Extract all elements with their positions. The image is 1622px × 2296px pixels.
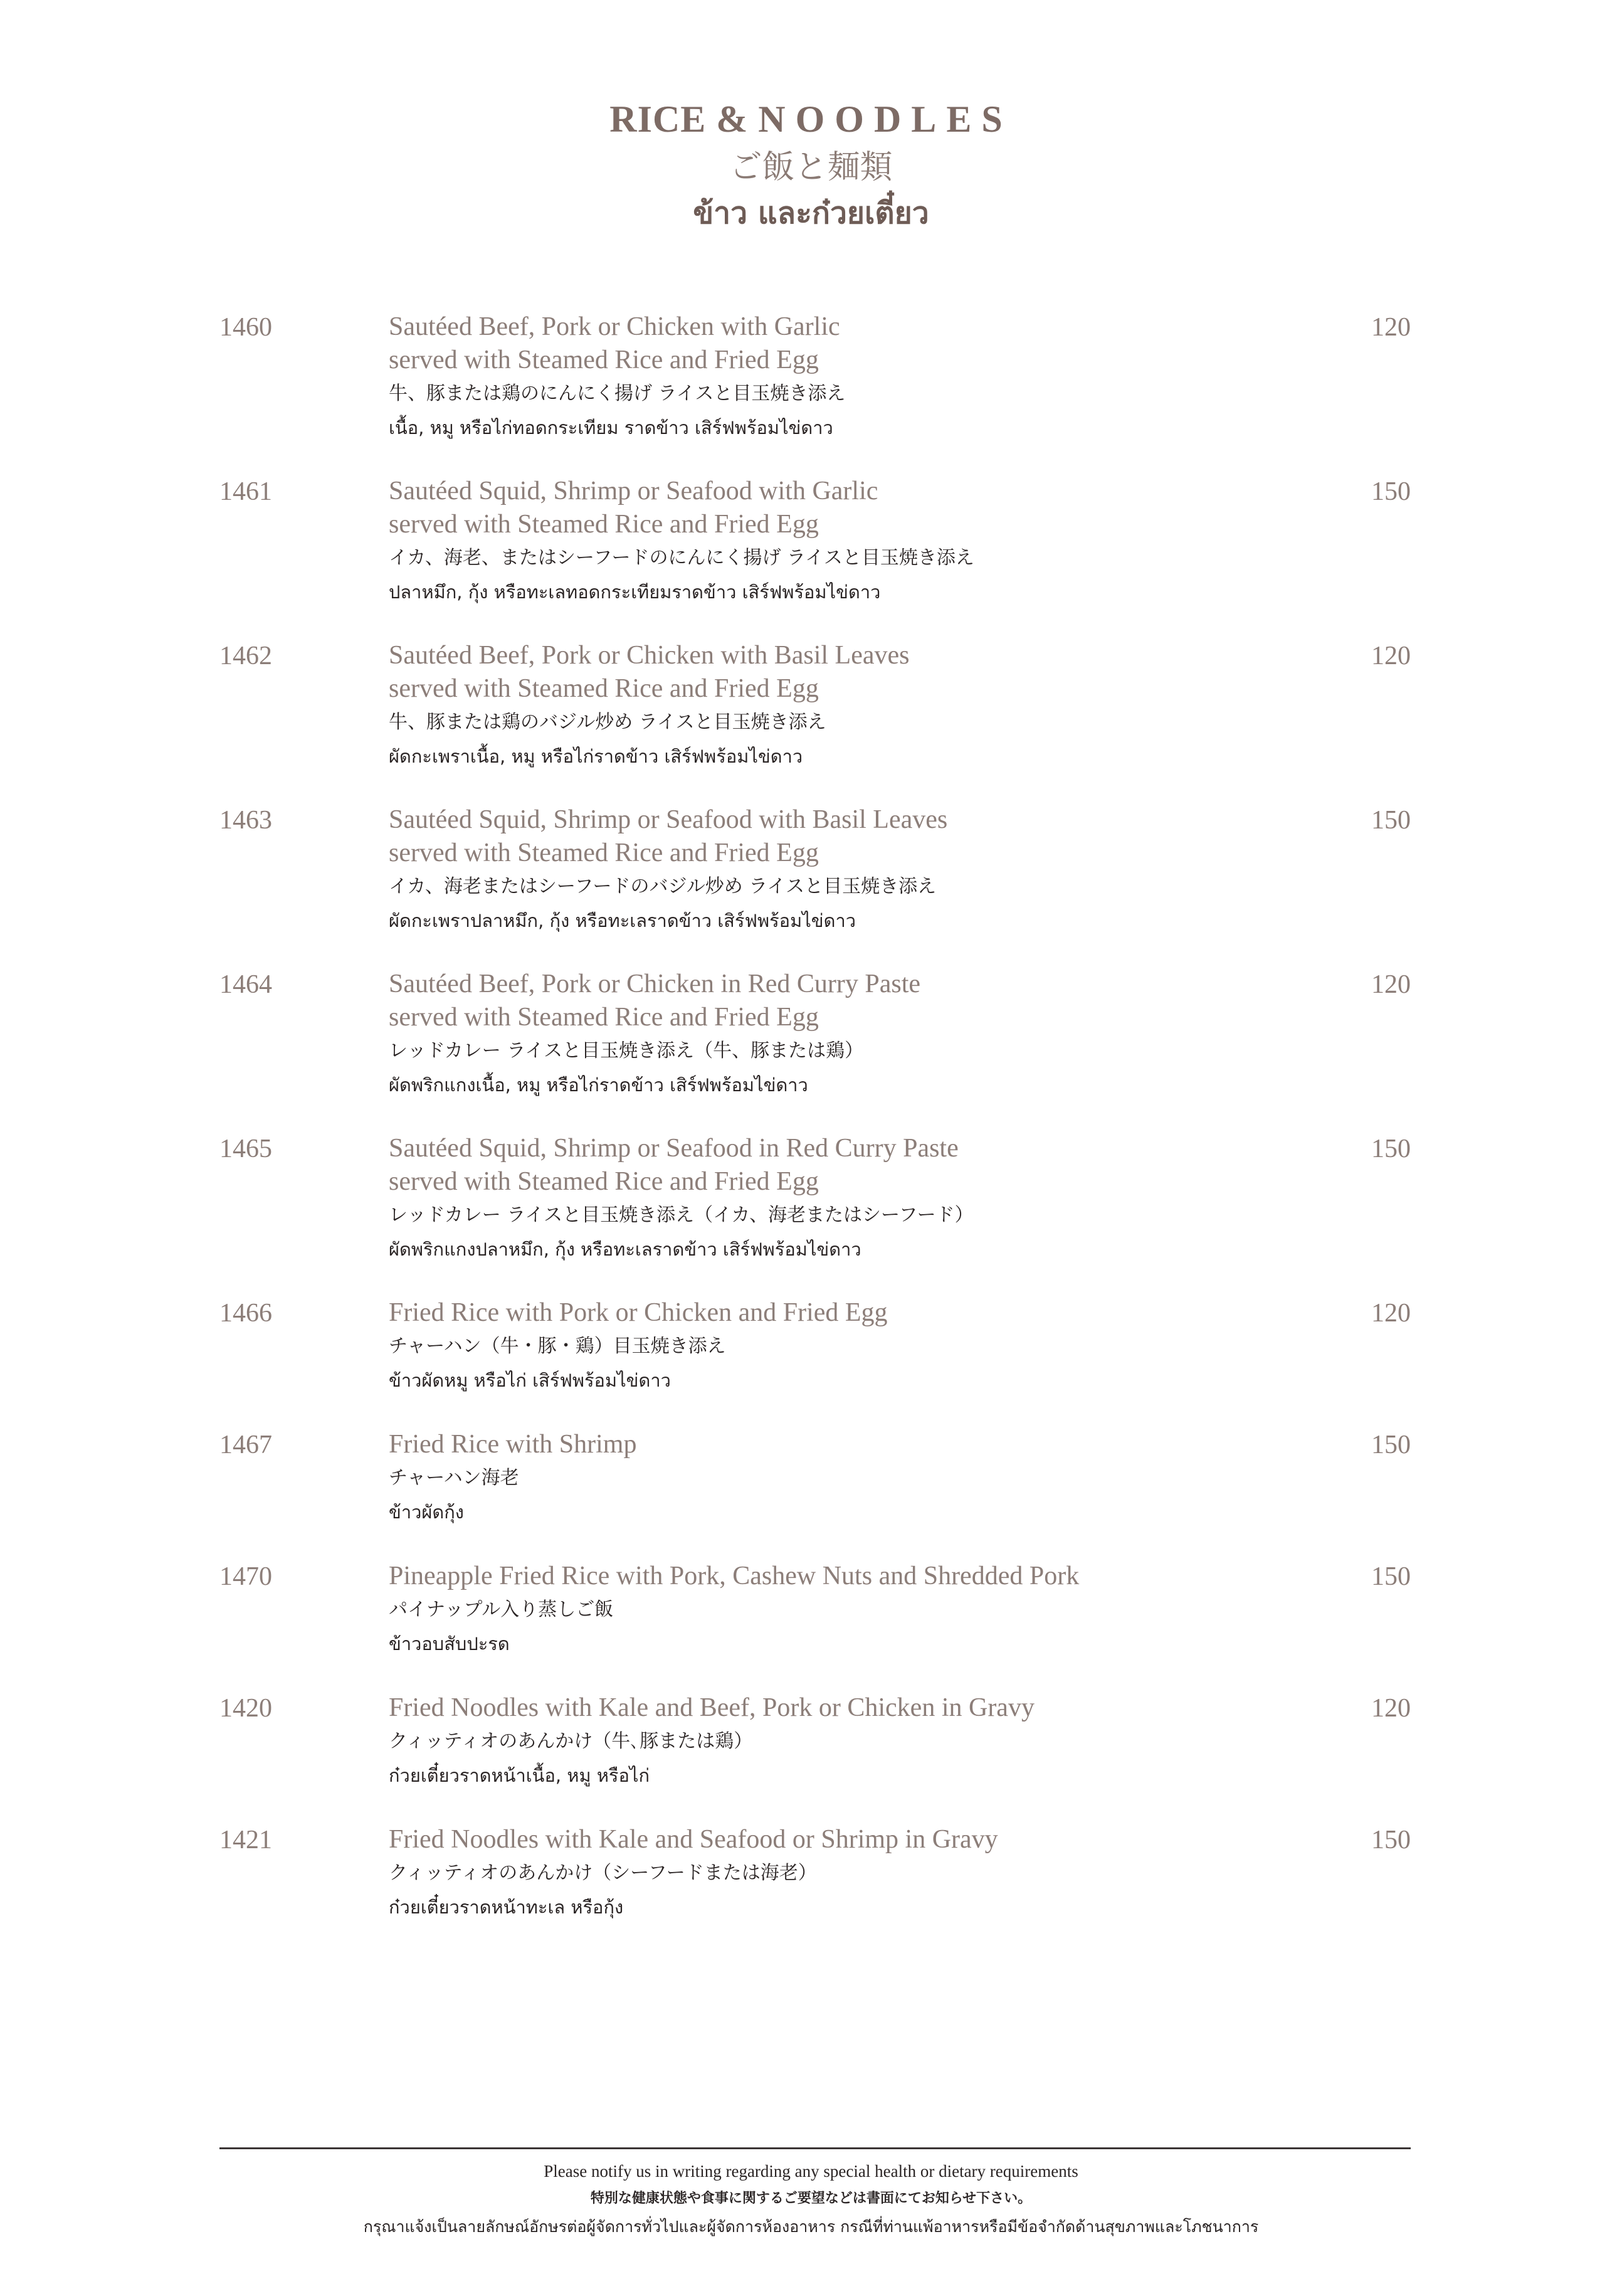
item-description (389, 1132, 1392, 1266)
item-name-thai: ข้าวผัดหมู หรือไก่ เสิร์ฟพร้อมไข่ดาว (389, 1370, 671, 1391)
menu-item (219, 1823, 1411, 1955)
item-name-japanese: イカ、海老またはシーフードのバジル炒め ライスと目玉焼き添え (389, 876, 937, 897)
item-code: 1421 (219, 1826, 272, 1854)
item-name-english: Fried Noodles with Kale and Seafood or Shrimp in Gravy (389, 1825, 998, 1854)
item-name-english-line2: served with Steamed Rice and Fried Egg (389, 674, 819, 703)
item-description (389, 803, 1392, 938)
item-name-japanese: 牛、豚または鶏のバジル炒め ライスと目玉焼き添え (389, 711, 826, 733)
item-code: 1466 (219, 1299, 272, 1328)
item-description (389, 1823, 1392, 1924)
item-name-english: Sautéed Beef, Pork or Chicken in Red Curry Paste (389, 970, 920, 998)
page-title-part-a: RICE & (609, 98, 759, 140)
footer-notice-thai: กรุณาแจ้งเป็นลายลักษณ์อักษรต่อผู้จัดการทั่วไปและผู้จัดการห้องอาหาร กรณีที่ท่านแพ้อาหารหรือมีข้อจำกัดด้านสุขภาพและโภชนาการ (363, 2218, 1259, 2236)
item-code: 1464 (219, 970, 272, 999)
item-name-japanese: チャーハン海老 (389, 1467, 519, 1489)
item-price: 120 (1371, 642, 1411, 670)
item-code: 1461 (219, 477, 272, 506)
item-name-thai: ก๋วยเตี๋ยวราดหน้าเนื้อ, หมู หรือไก่ (389, 1765, 650, 1786)
item-name-english: Sautéed Beef, Pork or Chicken with Basil Leaves (389, 641, 910, 670)
item-code: 1470 (219, 1562, 272, 1591)
item-name-japanese: クィッティオのあんかけ（牛､豚または鶏） (389, 1730, 753, 1752)
menu-item (219, 968, 1411, 1132)
item-name-english: Fried Rice with Pork or Chicken and Fried Egg (389, 1298, 888, 1327)
item-description (389, 1560, 1392, 1661)
menu-item-list (219, 310, 1411, 1955)
item-name-japanese: レッドカレー ライスと目玉焼き添え（イカ、海老またはシーフード） (389, 1204, 974, 1226)
item-price: 120 (1371, 970, 1411, 999)
item-name-thai: ผัดพริกแกงเนื้อ, หมู หรือไก่ราดข้าว เสิร์ฟพร้อมไข่ดาว (389, 1074, 808, 1096)
item-name-japanese: クィッティオのあんかけ（シーフードまたは海老） (389, 1862, 817, 1884)
item-name-japanese: チャーハン（牛・豚・鶏）目玉焼き添え (389, 1335, 726, 1357)
item-name-thai: ผัดกะเพราปลาหมึก, กุ้ง หรือทะเลราดข้าว เสิร์ฟพร้อมไข่ดาว (389, 910, 856, 931)
item-name-japanese: パイナップル入り蒸しご飯 (389, 1599, 614, 1621)
page-title (0, 94, 1622, 144)
item-name-japanese: イカ、海老、またはシーフードのにんにく揚げ ライスと目玉焼き添え (389, 547, 974, 569)
item-code: 1460 (219, 313, 272, 342)
item-price: 150 (1371, 806, 1411, 835)
item-name-english-line2: served with Steamed Rice and Fried Egg (389, 1167, 819, 1196)
page-header (0, 94, 1622, 236)
item-price: 150 (1371, 1431, 1411, 1459)
footer-notice-english: Please notify us in writing regarding any special health or dietary requirements (544, 2162, 1078, 2181)
item-price: 120 (1371, 1694, 1411, 1723)
page-title-part-b: NOODLES (758, 98, 1013, 140)
footer-notice-japanese: 特別な健康状態や食事に関するご要望などは書面にてお知らせ下さい。 (590, 2191, 1032, 2206)
item-name-thai: ข้าวอบสับปะรด (389, 1633, 510, 1654)
item-name-english: Sautéed Beef, Pork or Chicken with Garlic (389, 312, 840, 341)
item-description (389, 1691, 1392, 1792)
item-code: 1420 (219, 1694, 272, 1723)
item-name-thai: ปลาหมึก, กุ้ง หรือทะเลทอดกระเทียมราดข้าว เสิร์ฟพร้อมไข่ดาว (389, 581, 881, 603)
item-code: 1463 (219, 806, 272, 835)
item-description (389, 310, 1392, 445)
menu-item (219, 639, 1411, 803)
item-name-thai: ข้าวผัดกุ้ง (389, 1501, 464, 1523)
menu-item (219, 310, 1411, 475)
item-name-english: Sautéed Squid, Shrimp or Seafood in Red Curry Paste (389, 1134, 959, 1163)
menu-item (219, 1428, 1411, 1560)
item-name-english-line2: served with Steamed Rice and Fried Egg (389, 346, 819, 374)
menu-item (219, 1132, 1411, 1296)
item-name-english-line2: served with Steamed Rice and Fried Egg (389, 839, 819, 867)
item-name-japanese: 牛、豚または鶏のにんにく揚げ ライスと目玉焼き添え (389, 383, 846, 405)
menu-item (219, 1691, 1411, 1823)
item-price: 120 (1371, 1299, 1411, 1328)
item-name-thai: ก๋วยเตี๋ยวราดหน้าทะเล หรือกุ้ง (389, 1897, 624, 1918)
item-name-thai: เนื้อ, หมู หรือไก่ทอดกระเทียม ราดข้าว เสิร์ฟพร้อมไข่ดาว (389, 417, 833, 438)
item-price: 150 (1371, 1562, 1411, 1591)
item-code: 1462 (219, 642, 272, 670)
item-name-english-line2: served with Steamed Rice and Fried Egg (389, 1003, 819, 1032)
item-name-english-line2: served with Steamed Rice and Fried Egg (389, 510, 819, 539)
item-price: 150 (1371, 1135, 1411, 1163)
menu-item (219, 803, 1411, 968)
menu-item (219, 1296, 1411, 1428)
item-description (389, 1428, 1392, 1529)
item-description (389, 639, 1392, 773)
menu-item (219, 1560, 1411, 1691)
item-name-english: Fried Rice with Shrimp (389, 1430, 637, 1459)
item-price: 150 (1371, 1826, 1411, 1854)
item-name-english: Sautéed Squid, Shrimp or Seafood with Basil Leaves (389, 805, 948, 834)
item-code: 1465 (219, 1135, 272, 1163)
item-code: 1467 (219, 1431, 272, 1459)
item-description (389, 1296, 1392, 1397)
footer-divider (219, 2147, 1411, 2149)
item-price: 150 (1371, 477, 1411, 506)
item-name-english: Pineapple Fried Rice with Pork, Cashew Nuts and Shredded Pork (389, 1562, 1080, 1590)
item-name-thai: ผัดกะเพราเนื้อ, หมู หรือไก่ราดข้าว เสิร์ฟพร้อมไข่ดาว (389, 746, 803, 767)
item-name-english: Sautéed Squid, Shrimp or Seafood with Garlic (389, 477, 878, 505)
page-footer (0, 2157, 1622, 2241)
item-price: 120 (1371, 313, 1411, 342)
item-name-thai: ผัดพริกแกงปลาหมึก, กุ้ง หรือทะเลราดข้าว เสิร์ฟพร้อมไข่ดาว (389, 1239, 861, 1260)
page-title-japanese: ご飯と麺類 (729, 149, 893, 186)
page-title-thai: ข้าว และก๋วยเตี๋ยว (693, 196, 929, 231)
item-description (389, 475, 1392, 609)
menu-item (219, 475, 1411, 639)
item-description (389, 968, 1392, 1102)
item-name-english: Fried Noodles with Kale and Beef, Pork or Chicken in Gravy (389, 1693, 1035, 1722)
item-name-japanese: レッドカレー ライスと目玉焼き添え（牛、豚または鶏） (389, 1040, 864, 1062)
